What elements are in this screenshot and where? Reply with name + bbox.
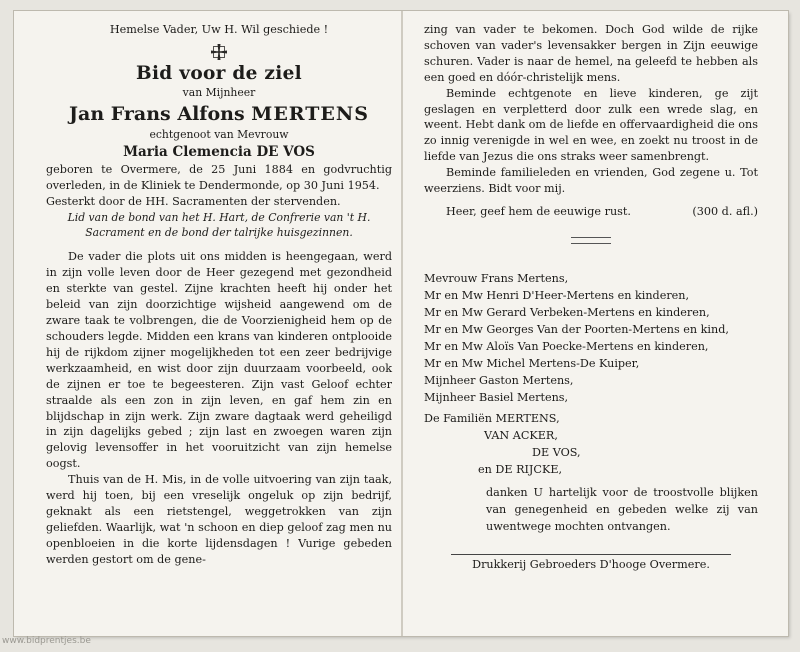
left-page <box>46 22 392 568</box>
eulogy-paragraph-5: Beminde familieleden en vrienden, God zegene u. Tot weerziens. Bidt voor mij. <box>424 166 758 196</box>
van-line: van Mijnheer <box>182 85 256 99</box>
family-line: en DE RIJCKE, <box>478 462 563 476</box>
spacer <box>46 240 392 249</box>
ornament-divider <box>571 237 611 244</box>
families-block <box>424 410 758 478</box>
mourner-line: Mr en Mw Gerard Verbeken-Mertens en kinderen, <box>424 305 710 319</box>
closing-prayer-row <box>424 204 758 220</box>
deceased-name <box>46 102 392 127</box>
birth-death-text: geboren te Overmere, de 25 Juni 1884 en godvruchtig overleden, in de Kliniek te Dendermonde, op 30 Juni 1954. <box>46 162 392 192</box>
mourner-line: Mr en Mw Georges Van der Poorten-Mertens en kind, <box>424 322 729 336</box>
spouse-name <box>46 143 392 162</box>
membership-text: Lid van de bond van het H. Hart, de Confrerie van 't H. Sacrament en de bond der talrijke huisgezinnen. <box>67 211 371 239</box>
indulgence-note: (300 d. afl.) <box>692 204 758 218</box>
right-page <box>424 22 758 573</box>
mourner-line: Mr en Mw Michel Mertens-De Kuiper, <box>424 356 640 370</box>
spouse-first-names: Maria Clemencia <box>123 143 252 160</box>
cross-pattee-icon <box>211 44 227 60</box>
page-title: Bid voor de ziel <box>136 62 302 84</box>
family-line: DE VOS, <box>532 445 581 459</box>
eulogy-paragraph-2: Thuis van de H. Mis, in de volle uitvoering van zijn taak, werd hij toen, bij een vreselijk ongeluk op zijn bedrijf, geknakt als een rietstengel, weggetrokken van zijn geliefden. Waarlijk, wat 'n schoon en diep geloof zag men nu openbloeien in die korte lijdensdagen ! Vurige gebeden werden gestort om de gene- <box>46 473 392 566</box>
mourner-line: Mijnheer Gaston Mertens, <box>424 373 574 387</box>
family-line: VAN ACKER, <box>484 428 558 442</box>
eulogy-paragraph-4: Beminde echtgenote en lieve kinderen, ge zijt geslagen en verpletterd door zulk een wrede slag, en weent. Hebt dank om de liefde en offervaardigheid die ons zo innig verenigde in wel en wee, en zoekt nu troost in de liefde van Jezus die ons straks weer samenbrengt. <box>424 86 758 164</box>
spouse-surname: DE VOS <box>256 143 315 160</box>
printer-rule <box>451 554 731 555</box>
mourner-line: Mevrouw Frans Mertens, <box>424 271 569 285</box>
sacraments-text: Gesterkt door de HH. Sacramenten der stervenden. <box>46 194 341 208</box>
card-fold <box>401 11 403 636</box>
eulogy-paragraph-3: zing van vader te bekomen. Doch God wilde de rijke schoven van vader's levensakker bergen in Zijn eeuwige schuren. Vader is naar de hemel, na geleefd te hebben als een goed en dóór-christelijk mens. <box>424 23 758 84</box>
mourner-line: Mr en Mw Henri D'Heer-Mertens en kinderen, <box>424 288 690 302</box>
spouse-intro: echtgenoot van Mevrouw <box>149 127 289 141</box>
eulogy-paragraph-1: De vader die plots uit ons midden is heengegaan, werd in zijn volle leven door de Heer gezegend met gezondheid en sterkte van gestel. Zijne krachten heeft hij onder het beleid van zijn doorzichtige wijsheid aangewend om de zware taak te volbrengen, die de Voorzienigheid hem op de schouders legde. Midden een krans van kinderen ontplooide hij de rijkdom zijner mogelijkheden tot een zeer bedrijvige werkzaamheid, en wist door zijn duurzaam voorbeeld, ook de zijnen er toe te begeesteren. Zijn vast Geloof echter straalde als een zon in zijn leven, en gaf hem zin en blijdschap in zijn werk. Zijn zware dagtaak werd geheiligd in zijn dagelijks gebed ; zijn last en zwoegen waren zijn gelovig levensoffer in het vooruitzicht van zijn hemelse oogst. <box>46 250 392 471</box>
prayer-line: Hemelse Vader, Uw H. Wil geschiede ! <box>109 23 329 36</box>
printer-credit-block <box>424 551 758 573</box>
mourners-list <box>424 270 758 535</box>
family-line: De Familiën MERTENS, <box>424 411 560 425</box>
mourner-line: Mijnheer Basiel Mertens, <box>424 390 569 404</box>
thanks-text: danken U hartelijk voor de troostvolle blijken van genegenheid en gebeden welke zij van uwentwege mochten ontvangen. <box>486 485 758 533</box>
deceased-first-names: Jan Frans Alfons <box>69 102 245 125</box>
closing-prayer: Heer, geef hem de eeuwige rust. <box>446 204 631 218</box>
printer-credit: Drukkerij Gebroeders D'hooge Overmere. <box>472 557 710 571</box>
watermark-text: www.bidprentjes.be <box>2 636 91 646</box>
mourner-line: Mr en Mw Aloïs Van Poecke-Mertens en kinderen, <box>424 339 709 353</box>
deceased-surname: MERTENS <box>251 102 369 125</box>
